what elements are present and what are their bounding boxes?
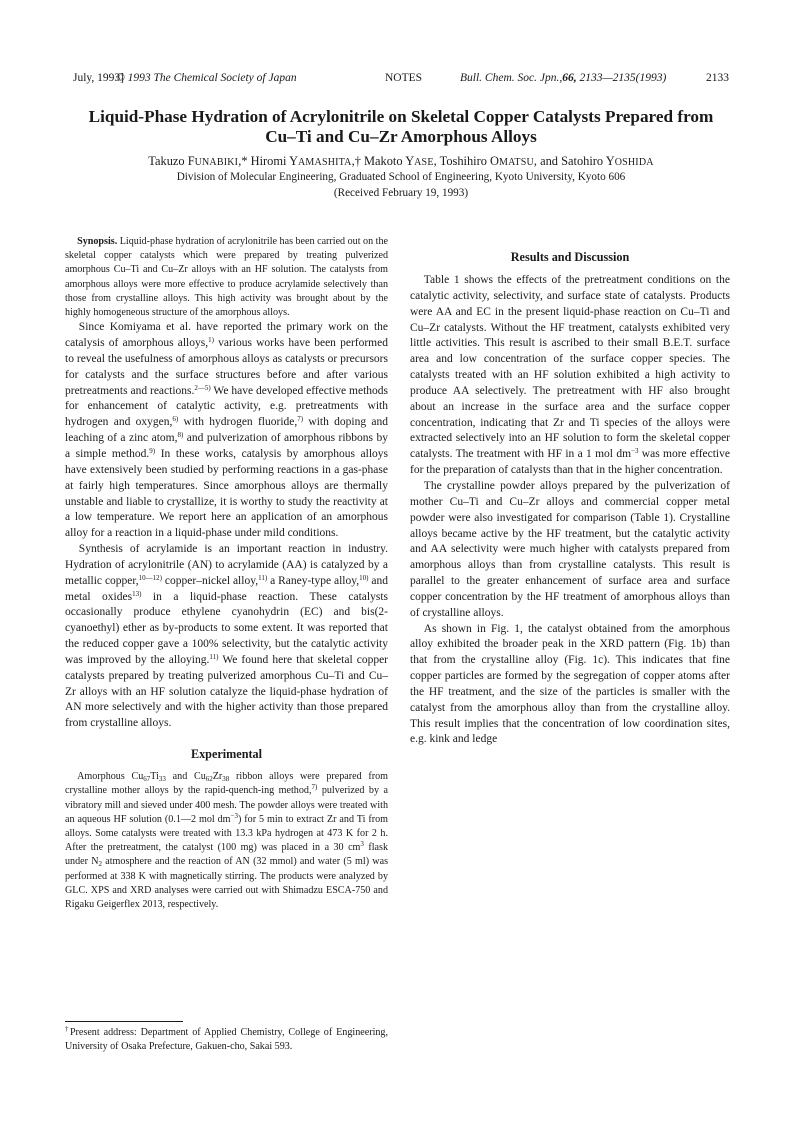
ref-7: 10—12) (138, 573, 162, 582)
synopsis (65, 235, 388, 320)
author-2: Hiromi YAMASHITA,† (250, 154, 361, 168)
ref-1: 1) (208, 336, 214, 345)
footnote-rule (65, 1021, 183, 1022)
ref-9: 10) (359, 573, 369, 582)
ref-10: 13) (132, 589, 142, 598)
experimental-paragraph-start: Amorphous $Cu_{67}Ti_{33}$ and $Cu_{62}Zr_{38}$ ribbon alloys were prepared from crystalline mother alloys by the rapid-quench-ing method,$^{7)}$ pulverized by a vibratory mill and sieved under 400 mesh. The powder alloys were treated with an aqueous HF solution (0.1—2 mol $dm^{-3}$) for 5 min to extract Zr and Ti from alloys. Some catalysts were treated with 13.3 kPa hydrogen at 473 K for 2 h. After the pretreatment, the catalyst (100 mg) was placed in a 30 $cm^3$ flask under $N_2$ atmosphere and the reaction of AN (32 mmol) and water (5 ml) was performed at 338 K with magnetically stirring. The products were analyzed by GLC. XPS and XRD analyses were carried out with Shimadzu ESCA-750 and Rigaku Geigerflex 2013, respectively. (65, 771, 388, 910)
results-heading: Results and Discussion (510, 250, 630, 264)
journal-citation (460, 72, 666, 84)
article-title: Liquid-Phase Hydration of Acrylonitrile on Skeletal Copper Catalysts Prepared from Cu–Ti and Cu–Zr Amorphous Alloys (88, 107, 714, 146)
footnote-text: Present address: Department of Applied Chemistry, College of Engineering, University of Osaka Prefecture, Gakuen-cho, Sakai 593. (65, 1027, 388, 1053)
author-4: Toshihiro OMATSU, and (439, 154, 558, 168)
affiliation: Division of Molecular Engineering, Graduated School of Engineering, Kyoto University, Kyoto 606 (176, 171, 626, 183)
ref-4: 7) (297, 415, 304, 424)
copyright-notice: © 1993 The Chemical Society of Japan (116, 72, 297, 84)
author-3: Makoto YASE, (364, 154, 437, 168)
ref-12: 7) (311, 783, 318, 792)
received-date: (Received February 19, 1993) (333, 187, 469, 199)
running-header (73, 72, 729, 88)
author-list (73, 153, 729, 171)
left-column (65, 235, 388, 912)
ref-3: 6) (172, 415, 179, 424)
journal-name: Bull. Chem. Soc. Jpn., (460, 72, 563, 84)
ref-2: 2—5) (194, 383, 211, 392)
section-label: NOTES (385, 72, 423, 84)
author-5: Satohiro YOSHIDA (561, 154, 654, 168)
results-paragraph-2: The crystalline powder alloys prepared by the pulverization of mother Cu–Ti and Cu–Zr alloys and commercial copper metal powder were also investigated for comparison (Table 1). Crystalline alloys became active by the HF treatment, but the catalytic activity and AA selectivity were much higher with catalysts prepared from amorphous alloys than from crystalline catalysts. This result is parallel to the greater enhancement of surface area and surface copper concentration by the HF treatment of amorphous alloys than of crystalline alloys. (410, 479, 730, 619)
right-column (410, 235, 730, 748)
journal-pages: 2133—2135(1993) (579, 72, 667, 84)
synopsis-label: Synopsis. (77, 236, 118, 247)
results-paragraph-3: As shown in Fig. 1, the catalyst obtained from the amorphous alloy exhibited the broader peak in the XRD pattern (Fig. 1b) than that from the crystalline alloy (Fig. 1c). This indicates that fine copper particles are formed by the segregation of copper atoms after the HF treatment, and the size of the particles is smaller with the catalyst from the amorphous alloy than from the crystalline alloy. This result implies that the concentration of low coordination sites, e.g. kink and ledge (410, 622, 730, 746)
footnote-mark: † (65, 1025, 70, 1033)
experimental-heading: Experimental (190, 747, 263, 762)
ref-11: 11) (209, 652, 219, 661)
page-number: 2133 (706, 72, 729, 84)
ref-6: 9) (149, 446, 156, 455)
synopsis-text: Liquid-phase hydration of acrylonitrile has been carried out on the skeletal copper catalysts which were prepared by treating pulverized amorphous Cu–Ti and Cu–Zr alloys with an HF solution. The catalysts from amorphous alloys were more effective to produce acrylamide selectively than those from crystalline alloys. This high activity was brought about by the highly homogeneous structure of the amorphous alloys. (65, 236, 388, 319)
journal-volume: 66, (562, 72, 577, 84)
intro-paragraph-1: Since Komiyama et al. have reported the primary work on the catalysis of amorphous alloys,$^{1)}$ various works have been performed to reveal the usefulness of amorphous alloys as catalysts or precursors for catalysts and the surface structures before and after various pretreatments and reactions.$^{2—5)}$ We have developed effective methods for enhancement of catalytic activity, e.g. pretreatments with hydrogen and oxygen,$^{6)}$ with hydrogen fluoride,$^{7)}$ with doping and leaching of a zinc atom,$^{8)}$ and pulverization of amorphous ribbons by a simple method.$^{9)}$ In these works, catalysis by amorphous alloys have extensively been studied by performing reactions in a gas-phase at fairly high temperatures. Since amorphous alloys are thermally unstable and liable to crystallize, it is worthy to study the reactivity at a low temperature. We report here an application of an amorphous alloy for a reaction in a liquid-phase under mild conditions. (65, 321, 388, 540)
intro-paragraph-2: Synthesis of acrylamide is an important reaction in industry. Hydration of acrylonitrile (AN) to acrylamide (AA) is catalyzed by a metallic copper,$^{10—12)}$ copper–nickel alloy,$^{11)}$ a Raney-type alloy,$^{10)}$ and metal oxides$^{13)}$ in a liquid-phase reaction. These catalysts occasionally produce ethylene cyanohydrin (EC) and bis(2-cyanoethyl) ether as by-products to some extent. It was reported that the reduced copper gave a 100% selectivity, but the catalytic activity was improved by the alloying.$^{11)}$ We found here that skeletal copper catalysts prepared by treating pulverized amorphous Cu–Ti and Cu–Zr alloys with an HF solution catalyze the liquid-phase hydration of AN more selectively and with the higher activity than those prepared from crystalline alloys. (65, 543, 388, 730)
author-1: Takuzo FUNABIKI,* (148, 154, 248, 168)
footnote (65, 1026, 388, 1054)
ref-8: 11) (258, 573, 268, 582)
results-paragraph-1: Table 1 shows the effects of the pretreatment conditions on the catalytic activity, selectivity, and surface state of catalysts. Products were AA and EC in the present liquid-phase reaction on Cu–Ti and Cu–Zr catalysts. Without the HF treatment, catalysts exhibited very little activities. This result is ascribed to their small B.E.T. surface area and low concentration of the surface copper species. The catalysts treated with an HF solution exhibited a high activity to produce AA selectively. The pretreatment with HF also brought about an increase in the surface area and the surface copper concentration, indicating that Zr and Ti species of the alloys were extracted selectively into an HF solution to form the skeletal copper catalysts. The treatment with HF in a 1 mol $dm^{-3}$ was more effective for the preparation of catalysts than that in the higher concentration. (410, 274, 730, 477)
issue-date: July, 1993] (73, 72, 125, 84)
ref-5: 8) (177, 431, 184, 440)
